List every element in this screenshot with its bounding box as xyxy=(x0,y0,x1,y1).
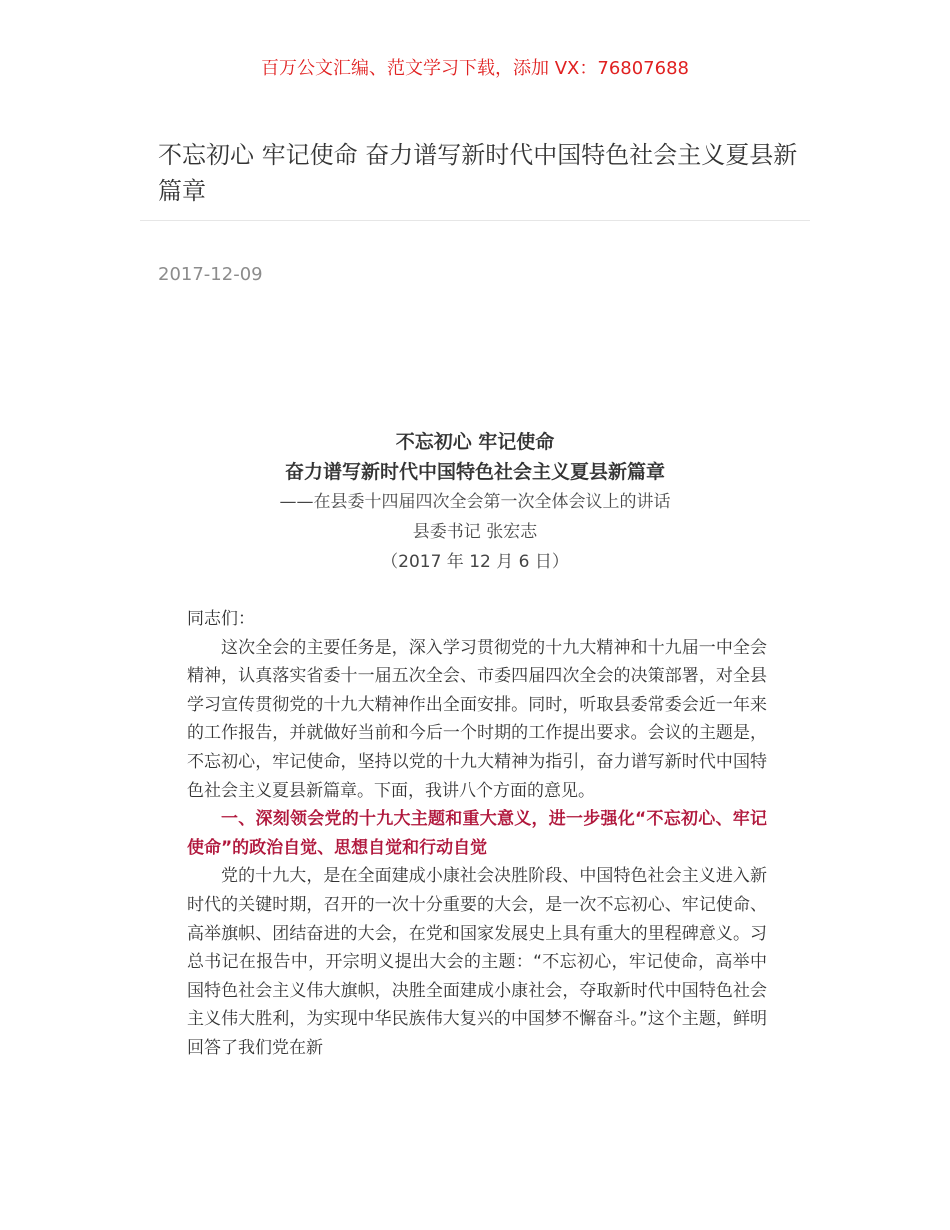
body-paragraph: 这次全会的主要任务是，深入学习贯彻党的十九大精神和十九届一中全会精神，认真落实省委十一届五次全会、市委四届四次全会的决策部署，对全县学习宣传贯彻党的十九大精神作出全面安排。同时，听取县委常委会近一年来的工作报告，并就做好当前和今后一个时期的工作提出要求。会议的主题是，不忘初心，牢记使命，坚持以党的十九大精神为指引，奋力谱写新时代中国特色社会主义夏县新篇章。下面，我讲八个方面的意见。 xyxy=(187,637,767,801)
section-heading: 一、深刻领会党的十九大主题和重大意义，进一步强化“不忘初心、牢记使命”的政治自觉、思想自觉和行动自觉 xyxy=(187,809,767,858)
speech-title-line-1: 不忘初心 牢记使命 xyxy=(395,431,555,453)
speech-speaker: 县委书记 张宏志 xyxy=(412,522,538,542)
speech-title-line-2: 奋力谱写新时代中国特色社会主义夏县新篇章 xyxy=(284,461,665,483)
speech-date: （2017 年 12 月 6 日） xyxy=(381,552,569,572)
title-divider xyxy=(140,220,810,221)
article-title: 不忘初心 牢记使命 奋力谱写新时代中国特色社会主义夏县新篇章 xyxy=(158,141,798,205)
body-paragraph: 党的十九大，是在全面建成小康社会决胜阶段、中国特色社会主义进入新时代的关键时期，召开的一次十分重要的大会，是一次不忘初心、牢记使命、高举旗帜、团结奋进的大会，在党和国家发展史上具有重大的里程碑意义。习总书记在报告中，开宗明义提出大会的主题：“不忘初心，牢记使命，高举中国特色社会主义伟大旗帜，决胜全面建成小康社会，夺取新时代中国特色社会主义伟大胜利，为实现中华民族伟大复兴的中国梦不懈奋斗。”这个主题，鲜明回答了我们党在新 xyxy=(187,866,767,1058)
publish-date: 2017-12-09 xyxy=(158,264,263,285)
salutation: 同志们： xyxy=(187,609,255,629)
speech-header xyxy=(0,427,950,577)
article-body xyxy=(187,605,767,1063)
promo-banner: 百万公文汇编、范文学习下载，添加 VX：76807688 xyxy=(261,58,689,79)
speech-subtitle: ——在县委十四届四次全会第一次全体会议上的讲话 xyxy=(279,492,671,512)
